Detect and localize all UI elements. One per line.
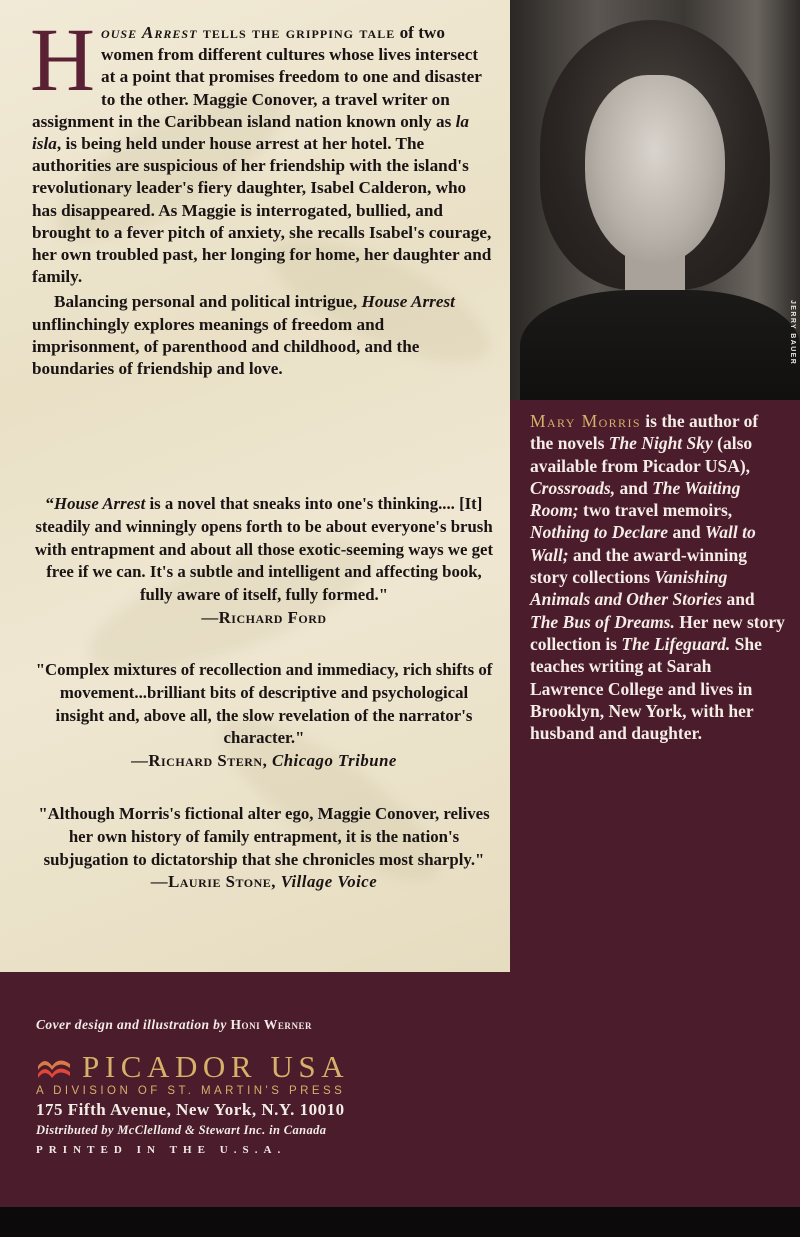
author-bio [530,410,785,744]
book-synopsis [30,11,494,380]
photo-jacket [520,290,800,400]
synopsis-text: Balancing personal and political intrigue, [54,292,362,312]
bio-text: is the author of the novels [530,411,759,454]
cover-credit-text: Cover design and illustration by [36,1017,231,1032]
synopsis-text: , is being held under house arrest at her hotel. The authorities are suspicious of her friendship with the island's revolutionary leader's fiery daughter, Isabel Calderon, who has disappeared. As Maggie is interrogated, bullied, and brought to a fever pitch of anxiety, she recalls Isabel's courage, her own troubled past, her longing for home, her daughter and family. [32,134,492,287]
bio-text: (also available from Picador USA), [530,433,753,476]
cover-credit [36,1017,466,1033]
photo-face [585,75,725,265]
quote-text: "Although Morris's fictional alter ego, Maggie Conover, relives her own history of family entrapment, it is the nation's subjugation to dictatorship that she chronicles most sharply." [38,804,490,869]
quote-attribution: —Richard Stern, [131,751,272,771]
quote-text: "Complex mixtures of recollection and immediacy, rich shifts of movement...brilliant bits of descriptive and psychological insight and, above all, the slow revelation of the narrator's character." [35,660,493,748]
pan-logo-icon [36,1052,72,1082]
synopsis-emphasis: House Arrest [361,292,455,312]
synopsis-lead-title: ouse Arrest [101,23,198,42]
review-quote-stone [34,803,494,894]
bio-text: She teaches writing at Sarah Lawrence College and lives in Brooklyn, New York, with her husband and daughter. [530,633,762,744]
bio-title: Vanishing Animals and Other Stories [530,567,728,610]
bio-text: and [668,522,706,543]
cover-designer-name: Honi Werner [230,1017,313,1032]
bio-title: The Lifeguard. [621,633,731,654]
quote-text: one's thinking.... [It] steadily and winningly opens forth to be about everyone's brush with entrapment and about all those exotic-seeming ways we get free if we can. It's a subtle and intelligent and affecting book, fully aware of itself, fully formed." [34,494,494,605]
quote-attribution-line [34,750,494,773]
bio-text: and [722,589,755,610]
quote-text: is a novel that sneaks into [145,494,333,513]
quote-attribution: —Richard Ford [201,607,327,627]
distribution-note: Distributed by McClelland & Stewart Inc. in Canada [36,1123,327,1137]
review-quote-stern [34,659,494,773]
bottom-edge [0,1207,800,1237]
bio-title: The Waiting Room; [530,477,741,521]
bio-title: Nothing to Declare [530,522,669,543]
bio-text: two travel memoirs, [578,500,733,521]
bio-title: Wall to Wall; [530,522,756,565]
quote-title: House Arrest [54,494,146,513]
bio-text: and [615,477,653,498]
quote-source: Village Voice [280,872,378,892]
drop-cap: H [30,11,95,110]
author-photo [510,0,800,400]
bio-title: The Bus of Dreams. [530,611,675,632]
synopsis-lead: tells the gripping tale [197,23,396,42]
publisher-credits [36,1017,466,1156]
synopsis-text: unflinchingly explores meanings of freedom and imprisonment, of parenthood and childhood, and the boundaries of friendship and love. [32,314,420,379]
review-quote-ford: “House Arrest is a novel that sneaks into one's thinking.... [It] steadily and winningly opens forth to be about everyone's brush with entrapment and about all those exotic-seeming ways we get free if we can. It's a subtle and intelligent and affecting book, fully aware of itself, fully formed." —Richard Ford [34,493,494,630]
quote-attribution: —Laurie Stone, [150,872,281,892]
publisher-row [36,1049,466,1085]
synopsis-emphasis: la isla [32,111,469,154]
printed-in-note: PRINTED IN THE U.S.A. [36,1144,287,1156]
bio-title: Crossroads, [530,477,616,498]
bio-text: and the award-winning story collections [530,544,748,588]
publisher-division: A DIVISION OF ST. MARTIN'S PRESS [36,1085,346,1097]
bio-text: Her new story collection is [530,611,785,654]
quote-attribution-line [34,871,494,894]
photo-credit: JERRY BAUER [789,300,796,366]
author-name: Mary Morris [530,411,641,431]
bio-title: The Night Sky [608,433,713,454]
quote-source: Chicago Tribune [272,751,397,771]
publisher-address: 175 Fifth Avenue, New York, N.Y. 10010 [36,1100,345,1119]
synopsis-text: of two women from different cultures whose lives intersect at a point that promises freedom to one and disaster to the other. Maggie Conover, a travel writer on assignment in the Caribbean island nation known only as [32,23,482,131]
publisher-name: PICADOR USA [82,1049,350,1084]
